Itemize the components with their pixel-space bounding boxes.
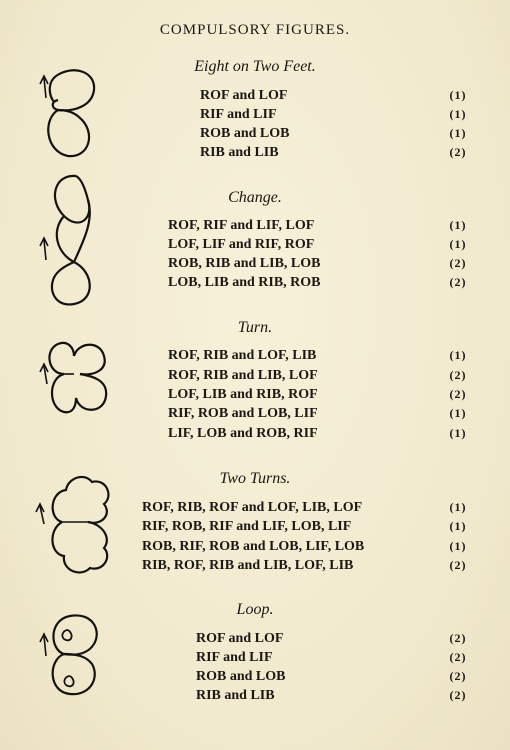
figure-row: [0, 237, 510, 256]
figure-row: [0, 107, 510, 126]
edge-combination: ROB and LOB: [200, 126, 290, 141]
figure-row: [0, 387, 510, 406]
figure-row: [0, 368, 510, 387]
value-count: (1): [449, 107, 467, 121]
figure-row: [0, 669, 510, 688]
figure-row: [0, 426, 510, 445]
edge-combination: ROB, RIF, ROB and LOB, LIF, LOB: [142, 539, 365, 554]
figure-row: [0, 218, 510, 237]
figure-row: [0, 631, 510, 650]
figure-row: [0, 558, 510, 577]
figure-row: [0, 126, 510, 145]
value-count: (1): [449, 126, 467, 140]
value-count: (2): [449, 256, 467, 270]
figure-row: [0, 88, 510, 107]
value-count: (1): [449, 88, 467, 102]
edge-combination: ROF, RIB and LOF, LIB: [168, 348, 317, 363]
value-count: (2): [449, 275, 467, 289]
edge-combination: ROF, RIB and LIB, LOF: [168, 368, 318, 383]
value-count: (1): [449, 237, 467, 251]
figure-row: [0, 500, 510, 519]
section-title-turn: Turn.: [237, 319, 273, 336]
edge-combination: RIF and LIF: [200, 107, 277, 122]
value-count: (1): [449, 500, 467, 514]
edge-combination: RIF, ROB, RIF and LIF, LOB, LIF: [142, 519, 352, 534]
value-count: (1): [449, 539, 467, 553]
edge-combination: LIF, LOB and ROB, RIF: [168, 426, 318, 441]
edge-combination: RIF and LIF: [196, 650, 273, 665]
figure-row: [0, 406, 510, 425]
figure-row: [0, 275, 510, 294]
figure-row: [0, 256, 510, 275]
figure-row: [0, 539, 510, 558]
value-count: (2): [449, 669, 467, 683]
edge-combination: LOF, LIB and RIB, ROF: [168, 387, 318, 402]
edge-combination: ROB, RIB and LIB, LOB: [168, 256, 321, 271]
edge-combination: ROF, RIF and LIF, LOF: [168, 218, 315, 233]
edge-combination: RIF, ROB and LOB, LIF: [168, 406, 318, 421]
value-count: (2): [449, 631, 467, 645]
section-title-two-turns: Two Turns.: [219, 470, 291, 487]
value-count: (1): [449, 406, 467, 420]
edge-combination: ROF, RIB, ROF and LOF, LIB, LOF: [142, 500, 363, 515]
value-count: (1): [449, 426, 467, 440]
value-count: (1): [449, 519, 467, 533]
edge-combination: ROF and LOF: [196, 631, 284, 646]
value-count: (2): [449, 558, 467, 572]
edge-combination: LOF, LIF and RIF, ROF: [168, 237, 315, 252]
value-count: (2): [449, 688, 467, 702]
figure-row: [0, 688, 510, 707]
value-count: (2): [449, 368, 467, 382]
edge-combination: RIB and LIB: [196, 688, 275, 703]
edge-combination: ROB and LOB: [196, 669, 286, 684]
edge-combination: LOB, LIB and RIB, ROB: [168, 275, 321, 290]
figure-row: [0, 519, 510, 538]
edge-combination: ROF and LOF: [200, 88, 288, 103]
value-count: (2): [449, 145, 467, 159]
edge-combination: RIB, ROF, RIB and LIB, LOF, LIB: [142, 558, 354, 573]
figure-row: [0, 650, 510, 669]
value-count: (1): [449, 348, 467, 362]
figure-row: [0, 145, 510, 164]
edge-combination: RIB and LIB: [200, 145, 279, 160]
value-count: (2): [449, 387, 467, 401]
figure-row: [0, 348, 510, 367]
section-title-loop: Loop.: [236, 601, 274, 618]
value-count: (1): [449, 218, 467, 232]
page-title: COMPULSORY FIGURES.: [159, 22, 351, 38]
section-title-change: Change.: [228, 189, 282, 206]
value-count: (2): [449, 650, 467, 664]
section-title-eight: Eight on Two Feet.: [194, 58, 316, 75]
